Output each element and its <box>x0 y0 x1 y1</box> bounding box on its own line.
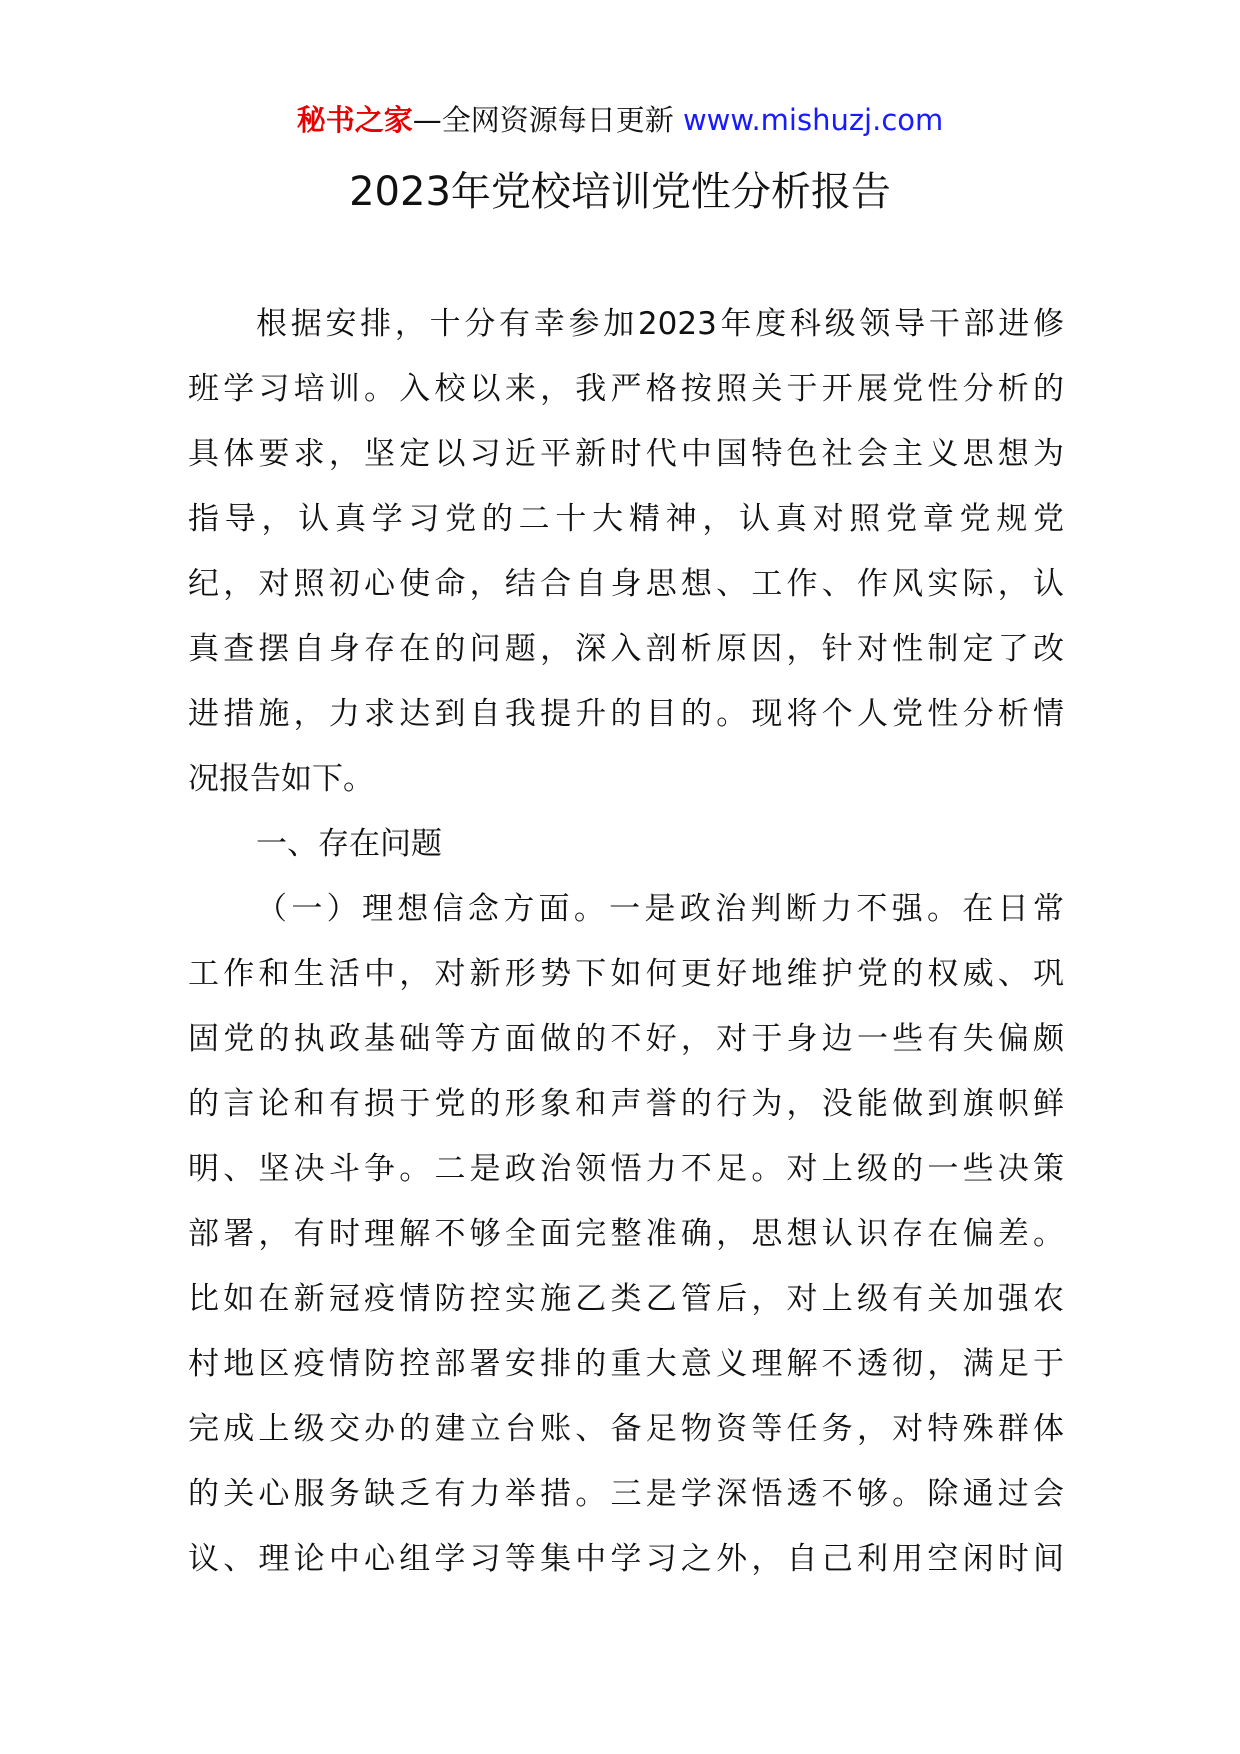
paragraph-line: 部署，有时理解不够全面完整准确，思想认识存在偏差。 <box>188 1216 1064 1252</box>
paragraph-line: 议、理论中心组学习等集中学习之外，自己利用空闲时间 <box>188 1541 1064 1577</box>
paragraph-line: 比如在新冠疫情防控实施乙类乙管后，对上级有关加强农 <box>188 1281 1064 1317</box>
paragraph-line: 具体要求，坚定以习近平新时代中国特色社会主义思想为 <box>188 436 1064 472</box>
paragraph-line: 村地区疫情防控部署安排的重大意义理解不透彻，满足于 <box>188 1346 1064 1382</box>
document-title: 2023年党校培训党性分析报告 <box>349 169 891 215</box>
paragraph-line: 况报告如下。 <box>188 761 374 797</box>
paragraph-line: 班学习培训。入校以来，我严格按照关于开展党性分析的 <box>188 371 1064 407</box>
paragraph-line: 工作和生活中，对新形势下如何更好地维护党的权威、巩 <box>188 956 1064 992</box>
paragraph-line: （一）理想信念方面。一是政治判断力不强。在日常 <box>256 891 1064 927</box>
paragraph-line: 根据安排，十分有幸参加2023年度科级领导干部进修 <box>256 306 1064 342</box>
paragraph-line: 的关心服务缺乏有力举措。三是学深悟透不够。除通过会 <box>188 1476 1064 1512</box>
site-tagline: —全网资源每日更新 <box>412 103 674 137</box>
paragraph-line: 真查摆自身存在的问题，深入剖析原因，针对性制定了改 <box>188 631 1064 667</box>
paragraph-line: 指导，认真学习党的二十大精神，认真对照党章党规党 <box>188 501 1064 537</box>
paragraph-line: 完成上级交办的建立台账、备足物资等任务，对特殊群体 <box>188 1411 1064 1447</box>
section-heading: 一、存在问题 <box>256 826 442 862</box>
paragraph-line: 固党的执政基础等方面做的不好，对于身边一些有失偏颇 <box>188 1021 1064 1057</box>
document-body <box>188 292 1064 1592</box>
brand-name: 秘书之家 <box>296 103 413 137</box>
paragraph-line: 纪，对照初心使命，结合自身思想、工作、作风实际，认 <box>188 566 1064 602</box>
site-url-link[interactable]: www.mishuzj.com <box>682 103 944 137</box>
paragraph-line: 的言论和有损于党的形象和声誉的行为，没能做到旗帜鲜 <box>188 1086 1064 1122</box>
paragraph-line: 进措施，力求达到自我提升的目的。现将个人党性分析情 <box>188 696 1064 732</box>
site-header <box>0 100 1240 140</box>
paragraph-line: 明、坚决斗争。二是政治领悟力不足。对上级的一些决策 <box>188 1151 1064 1187</box>
